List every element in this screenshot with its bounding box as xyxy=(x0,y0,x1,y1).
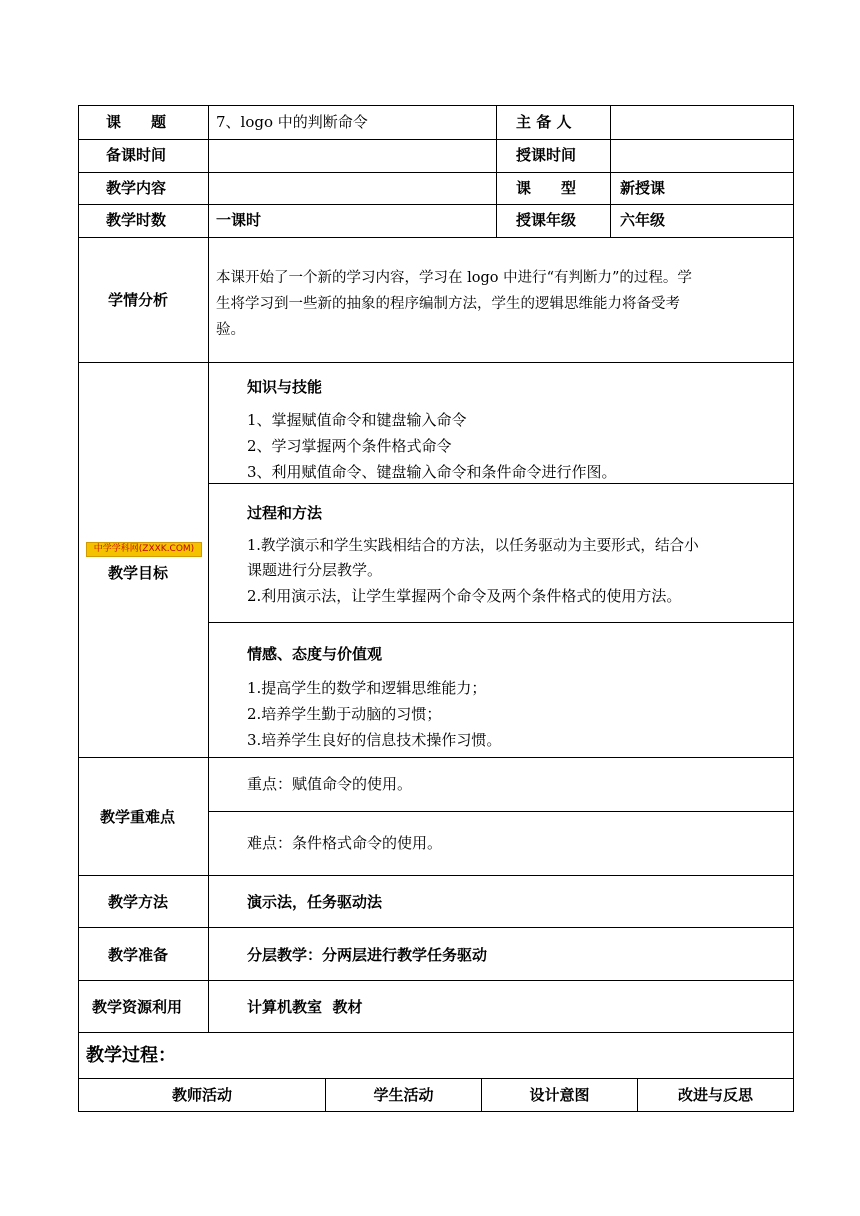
topic-value: 7、logo 中的判断命令 xyxy=(216,113,368,131)
table-border-left xyxy=(78,105,79,1112)
row-divider xyxy=(78,1032,794,1033)
resources-label: 教学资源利用 xyxy=(92,998,183,1016)
table-border-right xyxy=(793,105,794,1112)
knowledge-item: 3、利用赋值命令、键盘输入命令和条件命令进行作图。 xyxy=(247,463,617,481)
content-label: 教学内容 xyxy=(106,179,167,197)
row-divider xyxy=(78,172,794,173)
type-value: 新授课 xyxy=(620,179,666,197)
analysis-line: 本课开始了一个新的学习内容，学习在 logo 中进行“有判断力”的过程。学 xyxy=(216,270,692,286)
type-label: 课 型 xyxy=(516,179,577,197)
column-divider xyxy=(610,105,611,237)
hours-value: 一课时 xyxy=(216,211,262,229)
row-divider xyxy=(78,875,794,876)
column-header-student: 学生活动 xyxy=(373,1086,434,1104)
column-divider xyxy=(496,105,497,237)
analysis-line: 验。 xyxy=(216,322,245,338)
row-divider xyxy=(78,362,794,363)
topic-label: 课 题 xyxy=(106,113,167,131)
knowledge-item: 2、学习掌握两个条件格式命令 xyxy=(247,437,452,455)
watermark-badge: 中学学科网(ZXXK.COM) xyxy=(86,542,202,557)
table-border-bottom xyxy=(78,1111,794,1112)
prep-time-label: 备课时间 xyxy=(106,146,167,164)
process-title: 教学过程： xyxy=(86,1045,176,1066)
lead-label: 主 备 人 xyxy=(516,113,572,131)
objectives-label: 教学目标 xyxy=(108,564,169,582)
row-divider xyxy=(78,139,794,140)
process-item: 1.教学演示和学生实践相结合的方法，以任务驱动为主要形式，结合小 xyxy=(247,537,699,554)
process-item: 2.利用演示法，让学生掌握两个命令及两个条件格式的使用方法。 xyxy=(247,587,682,605)
column-header-reflection: 改进与反思 xyxy=(677,1086,753,1104)
preparation-label: 教学准备 xyxy=(108,946,169,964)
column-divider xyxy=(208,105,209,1032)
attitude-item: 3.培养学生良好的信息技术操作习惯。 xyxy=(247,731,502,749)
key-points-label: 教学重难点 xyxy=(100,808,176,826)
method-label: 教学方法 xyxy=(108,893,169,911)
attitude-heading: 情感、态度与价值观 xyxy=(247,645,383,663)
row-divider xyxy=(78,757,794,758)
row-divider xyxy=(78,927,794,928)
attitude-item: 2.培养学生勤于动脑的习惯； xyxy=(247,705,442,723)
grade-label: 授课年级 xyxy=(516,211,577,229)
analysis-text xyxy=(216,265,790,343)
focus-point: 重点：赋值命令的使用。 xyxy=(247,775,413,793)
row-divider xyxy=(78,1078,794,1079)
knowledge-heading: 知识与技能 xyxy=(247,378,323,396)
row-divider xyxy=(78,204,794,205)
analysis-line: 生将学习到一些新的抽象的程序编制方法，学生的逻辑思维能力将备受考 xyxy=(216,296,680,312)
analysis-label: 学情分析 xyxy=(108,291,169,309)
table-border-top xyxy=(78,105,794,106)
resources-value: 计算机教室 教材 xyxy=(247,998,363,1016)
class-time-label: 授课时间 xyxy=(516,146,577,164)
process-heading: 过程和方法 xyxy=(247,504,323,522)
column-header-teacher: 教师活动 xyxy=(171,1086,232,1104)
row-divider xyxy=(208,811,794,812)
attitude-item: 1.提高学生的数学和逻辑思维能力； xyxy=(247,679,487,697)
process-item: 课题进行分层教学。 xyxy=(247,561,383,579)
preparation-value: 分层教学：分两层进行教学任务驱动 xyxy=(247,946,488,964)
row-divider xyxy=(208,622,794,623)
difficulty-point: 难点：条件格式命令的使用。 xyxy=(247,834,443,852)
row-divider xyxy=(78,237,794,238)
row-divider xyxy=(78,980,794,981)
grade-value: 六年级 xyxy=(620,211,666,229)
knowledge-item: 1、掌握赋值命令和键盘输入命令 xyxy=(247,411,467,429)
row-divider xyxy=(208,483,794,484)
hours-label: 教学时数 xyxy=(106,211,167,229)
method-value: 演示法，任务驱动法 xyxy=(247,893,383,911)
column-header-intent: 设计意图 xyxy=(529,1086,590,1104)
